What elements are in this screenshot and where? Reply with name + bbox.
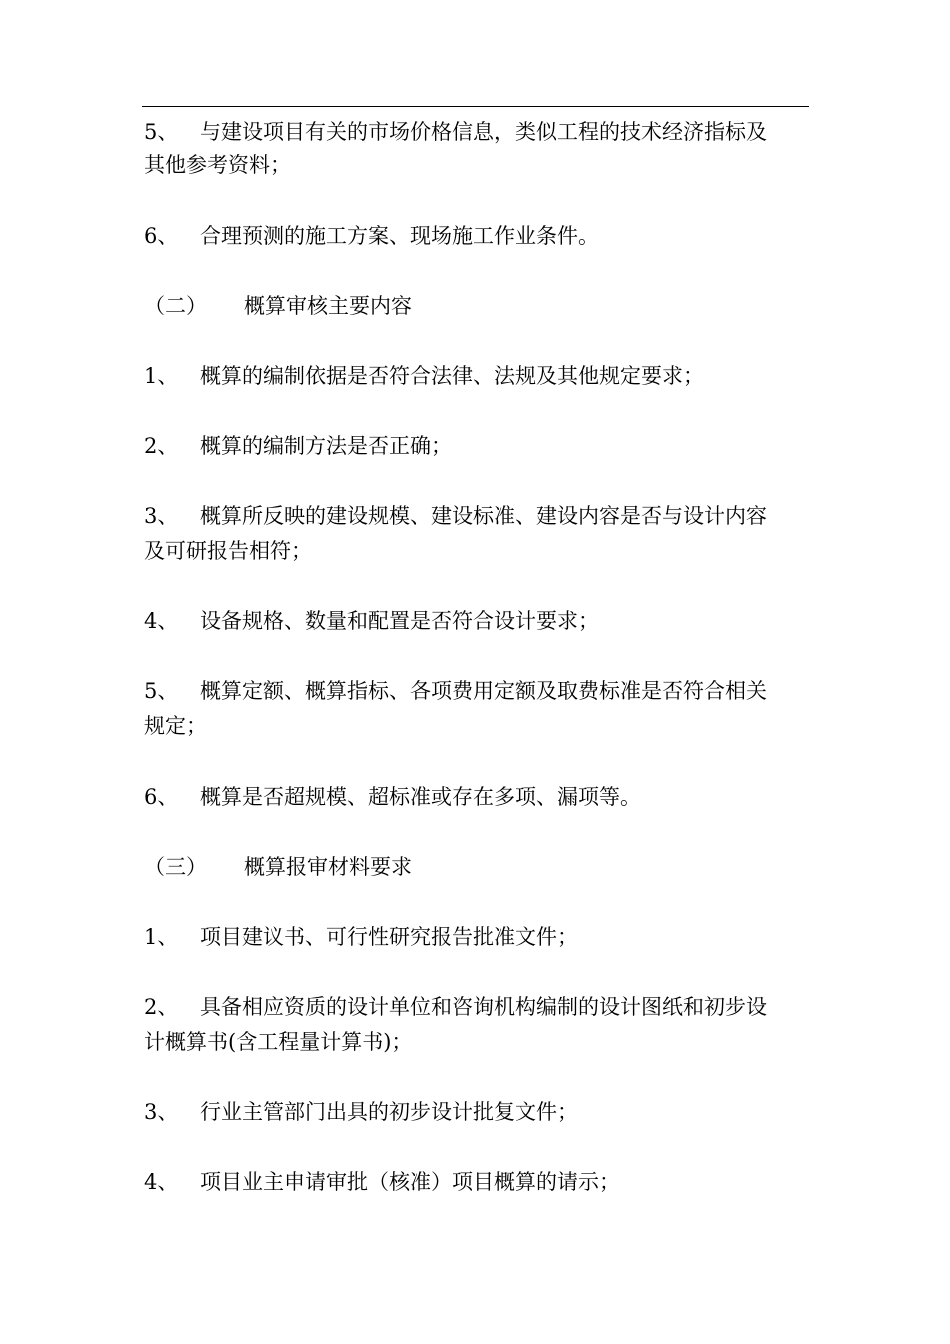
item-text: 概算的编制方法是否正确； (200, 434, 452, 458)
list-item-5-line-1 (144, 115, 767, 150)
item-text: 概算是否超规模、超标准或存在多项、漏项等。 (200, 785, 641, 809)
item-number: 5、 (144, 120, 179, 144)
item-text-continued: 规定； (144, 714, 207, 738)
section-title: 概算审核主要内容 (244, 294, 412, 318)
item-number: 1、 (144, 364, 179, 388)
item-text: 合理预测的施工方案、现场施工作业条件。 (200, 224, 599, 248)
item-number: 5、 (144, 679, 179, 703)
list-item-4b (144, 1165, 620, 1200)
list-item-6b (144, 780, 641, 815)
item-number: 2、 (144, 995, 179, 1019)
list-item-2 (144, 429, 452, 464)
item-number: 2、 (144, 434, 179, 458)
item-text: 概算所反映的建设规模、建设标准、建设内容是否与设计内容 (200, 504, 767, 528)
item-number: 1、 (144, 925, 179, 949)
item-text-continued: 计概算书(含工程量计算书)； (144, 1030, 413, 1054)
item-text: 设备规格、数量和配置是否符合设计要求； (200, 609, 599, 633)
section-number: （三） (144, 855, 207, 879)
list-item-6 (144, 219, 599, 254)
item-text: 概算定额、概算指标、各项费用定额及取费标准是否符合相关 (200, 679, 767, 703)
item-number: 6、 (144, 785, 179, 809)
item-number: 3、 (144, 504, 179, 528)
list-item-5b-line-1 (144, 674, 767, 709)
item-text: 具备相应资质的设计单位和咨询机构编制的设计图纸和初步设 (200, 995, 767, 1019)
item-number: 4、 (144, 1170, 179, 1194)
list-item-3b (144, 1095, 578, 1130)
section-title: 概算报审材料要求 (244, 855, 412, 879)
list-item-3-line-2 (144, 534, 312, 569)
list-item-1 (144, 359, 704, 394)
list-item-4 (144, 604, 599, 639)
list-item-2b-line-2 (144, 1025, 412, 1060)
list-item-1b (144, 920, 578, 955)
item-text: 项目业主申请审批（核准）项目概算的请示； (200, 1170, 620, 1194)
item-text-continued: 其他参考资料； (144, 153, 291, 177)
header-rule (142, 106, 809, 107)
section-heading-2 (144, 289, 412, 324)
list-item-2b-line-1 (144, 990, 767, 1025)
item-number: 4、 (144, 609, 179, 633)
item-text: 概算的编制依据是否符合法律、法规及其他规定要求； (200, 364, 704, 388)
item-text-continued: 及可研报告相符； (144, 539, 312, 563)
item-text: 与建设项目有关的市场价格信息，类似工程的技术经济指标及 (200, 120, 767, 144)
section-number: （二） (144, 294, 207, 318)
item-number: 6、 (144, 224, 179, 248)
item-number: 3、 (144, 1100, 179, 1124)
item-text: 项目建议书、可行性研究报告批准文件； (200, 925, 578, 949)
section-heading-3 (144, 850, 412, 885)
item-text: 行业主管部门出具的初步设计批复文件； (200, 1100, 578, 1124)
list-item-5-line-2 (144, 148, 291, 183)
list-item-3-line-1 (144, 499, 767, 534)
list-item-5b-line-2 (144, 709, 207, 744)
